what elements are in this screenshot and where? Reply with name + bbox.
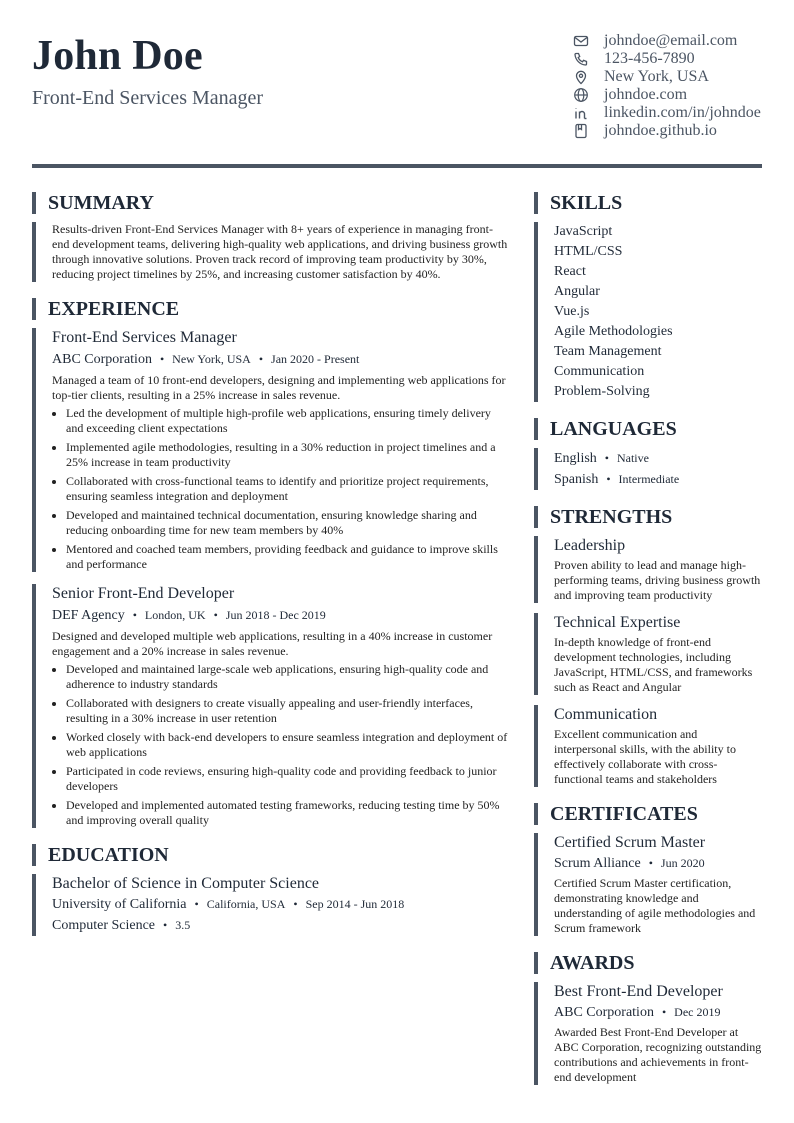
separator-dot: •: [213, 608, 218, 622]
strength-title: Technical Expertise: [554, 614, 681, 631]
certificates-heading: CERTIFICATES: [534, 803, 762, 825]
award-desc: Awarded Best Front-End Developer at ABC Corporation, recognizing outstanding contributions and achievements in front-end development: [554, 1025, 762, 1084]
skill-item: Agile Methodologies: [554, 324, 673, 339]
job-bullet: • Developed and maintained technical documentation, ensuring knowledge sharing and reducing onboarding time for new team members by 40%: [66, 508, 510, 538]
job-bullets: [52, 406, 510, 572]
education-dates: Sep 2014 - Jun 2018: [305, 897, 405, 911]
award-date: Dec 2019: [674, 1005, 721, 1019]
awards-section: [534, 952, 762, 1085]
contact-website[interactable]: [572, 86, 761, 104]
education-location: California, USA: [206, 897, 286, 911]
skill-item: Communication: [554, 364, 645, 379]
right-column: [534, 192, 762, 1101]
skill-item: HTML/CSS: [554, 244, 623, 259]
experience-heading: EXPERIENCE: [32, 298, 510, 320]
separator-dot: •: [132, 608, 137, 622]
certificate-issuer: Scrum Alliance: [554, 856, 641, 871]
experience-section: [32, 298, 510, 828]
certificate-title: Certified Scrum Master: [554, 834, 706, 851]
award-issuer: ABC Corporation: [554, 1005, 654, 1020]
contact-location: [572, 68, 761, 86]
resume-header: [32, 30, 762, 164]
strength-desc: In-depth knowledge of front-end development technologies, including JavaScript, HTML/CSS, and frameworks such as React and Angular: [554, 635, 753, 694]
education-body: [32, 874, 510, 936]
language-level: Native: [616, 451, 649, 465]
education-field-line: [52, 915, 510, 936]
strength-desc: Excellent communication and interpersonal skills, with the ability to effectively collaborate with cross-functional teams and stakeholders: [554, 727, 736, 786]
strength-item: [534, 705, 762, 787]
strengths-section: [534, 506, 762, 787]
summary-section: [32, 192, 510, 282]
skills-section: [534, 192, 762, 402]
strength-title: Leadership: [554, 537, 626, 554]
job-bullet: • Implemented agile methodologies, resulting in a 30% reduction in project timelines and a 25% increase in team productivity: [66, 440, 510, 470]
location-pin-icon: [572, 68, 590, 86]
language-level: Intermediate: [618, 472, 680, 486]
certificate-date: Jun 2020: [660, 856, 705, 870]
job-bullets: [52, 662, 510, 828]
language-name: Spanish: [554, 472, 599, 487]
summary-heading: SUMMARY: [32, 192, 510, 214]
languages-heading: LANGUAGES: [534, 418, 762, 440]
job-company: DEF Agency: [52, 608, 125, 623]
skill-item: Problem-Solving: [554, 384, 650, 399]
education-school: University of California: [52, 897, 187, 912]
skill-item: Team Management: [554, 344, 662, 359]
education-section: [32, 844, 510, 936]
separator-dot: •: [194, 897, 199, 911]
contact-linkedin-text[interactable]: linkedin.com/in/johndoe: [604, 104, 761, 121]
contact-location-text: New York, USA: [604, 68, 709, 85]
job-location: London, UK: [144, 608, 206, 622]
separator-dot: •: [163, 918, 168, 932]
languages-list: [534, 448, 762, 490]
skill-item: React: [554, 264, 586, 279]
header-divider: [32, 164, 762, 168]
github-icon: [572, 122, 590, 140]
job-bullet: • Worked closely with back-end developers to ensure seamless integration and deployment of web applications: [66, 730, 510, 760]
phone-icon: [572, 50, 590, 68]
linkedin-icon: [572, 104, 590, 122]
job-bullet: • Led the development of multiple high-profile web applications, ensuring timely delivery and exceeding client expectations: [66, 406, 510, 436]
contact-github-text[interactable]: johndoe.github.io: [604, 122, 717, 139]
job-bullet: • Developed and implemented automated testing frameworks, reducing testing time by 50% and improving overall quality: [66, 798, 510, 828]
strength-item: [534, 536, 762, 603]
separator-dot: •: [258, 352, 264, 366]
languages-section: [534, 418, 762, 490]
contact-email-text[interactable]: johndoe@email.com: [604, 32, 738, 49]
job-location: New York, USA: [172, 352, 251, 366]
certificate-item: [534, 833, 762, 936]
award-meta: [554, 1002, 762, 1023]
language-item: [554, 469, 762, 490]
skill-item: Vue.js: [554, 304, 590, 319]
candidate-title: Front-End Services Manager: [32, 87, 264, 109]
education-heading: EDUCATION: [32, 844, 510, 866]
contact-phone[interactable]: [572, 50, 761, 68]
job-meta: [52, 606, 510, 625]
job-meta: [52, 350, 510, 369]
job-title: Front-End Services Manager: [52, 329, 237, 346]
job-company: ABC Corporation: [52, 352, 152, 367]
strength-desc: Proven ability to lead and manage high-performing teams, driving business growth and improving team productivity: [554, 558, 761, 602]
education-field: Computer Science: [52, 918, 156, 933]
certificates-section: [534, 803, 762, 936]
contact-email[interactable]: [572, 32, 761, 50]
strength-title: Communication: [554, 706, 658, 723]
contact-github[interactable]: [572, 122, 761, 140]
strengths-heading: STRENGTHS: [534, 506, 762, 528]
awards-heading: AWARDS: [534, 952, 762, 974]
contact-phone-text[interactable]: 123-456-7890: [604, 50, 695, 67]
strength-item: [534, 613, 762, 695]
separator-dot: •: [293, 897, 298, 911]
summary-text: Results-driven Front-End Services Manager with 8+ years of experience in managing front-end development teams, delivering high-quality web applications, and driving business growth through innovative solutions. Proven track record of improving team productivity by 30%, reducing project timelines by 25%, and increasing customer satisfaction by 40%.: [52, 222, 508, 281]
job-entry: [32, 584, 510, 828]
job-description: Designed and developed multiple web applications, resulting in a 40% increase in customer engagement and a 20% increase in sales revenue.: [52, 629, 493, 658]
education-gpa: 3.5: [175, 918, 191, 932]
certificate-meta: [554, 853, 762, 874]
skills-heading: SKILLS: [534, 192, 762, 214]
separator-dot: •: [661, 1005, 667, 1019]
job-bullet: • Participated in code reviews, ensuring high-quality code and providing feedback to junior developers: [66, 764, 510, 794]
job-title: Senior Front-End Developer: [52, 585, 235, 602]
separator-dot: •: [604, 451, 609, 465]
award-item: [534, 982, 762, 1085]
contact-website-text[interactable]: johndoe.com: [604, 86, 688, 103]
candidate-name: John Doe: [32, 33, 203, 79]
separator-dot: •: [606, 472, 611, 486]
language-name: English: [554, 451, 597, 466]
job-entry: [32, 328, 510, 572]
certificate-desc: Certified Scrum Master certification, demonstrating knowledge and understanding of agile methodologies and Scrum framework: [554, 876, 756, 935]
job-bullet: • Collaborated with cross-functional teams to identify and prioritize project requirements, ensuring seamless integration and deployment: [66, 474, 510, 504]
separator-dot: •: [648, 856, 653, 870]
contact-list: [572, 32, 761, 140]
skill-item: Angular: [554, 284, 600, 299]
education-degree: Bachelor of Science in Computer Science: [52, 875, 320, 892]
job-bullet: • Collaborated with designers to create visually appealing and user-friendly interfaces, resulting in a 30% increase in user retention: [66, 696, 510, 726]
mail-icon: [572, 32, 590, 50]
language-item: [554, 448, 762, 469]
skill-item: JavaScript: [554, 224, 613, 239]
job-description: Managed a team of 10 front-end developers, designing and implementing web applications for top-tier clients, resulting in a 25% increase in sales revenue.: [52, 373, 506, 402]
award-title: Best Front-End Developer: [554, 983, 723, 1000]
contact-linkedin[interactable]: [572, 104, 761, 122]
job-bullet: • Mentored and coached team members, providing feedback and guidance to improve skills and performance: [66, 542, 510, 572]
education-meta: [52, 894, 510, 915]
globe-icon: [572, 86, 590, 104]
job-bullet: • Developed and maintained large-scale web applications, ensuring high-quality code and adherence to industry standards: [66, 662, 510, 692]
separator-dot: •: [159, 352, 165, 366]
job-dates: Jan 2020 - Present: [271, 352, 360, 366]
skills-list: [534, 222, 762, 402]
left-column: [32, 192, 510, 952]
summary-body: [32, 222, 510, 282]
job-dates: Jun 2018 - Dec 2019: [225, 608, 326, 622]
